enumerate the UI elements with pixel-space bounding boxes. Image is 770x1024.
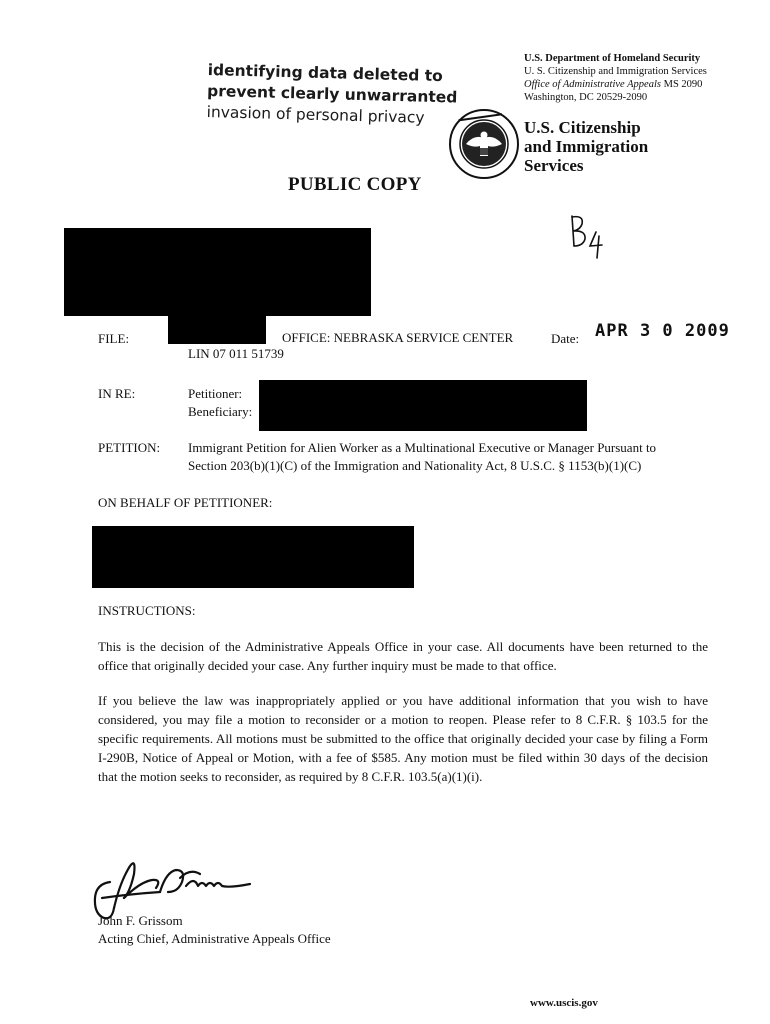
- uscis-brand: [524, 118, 648, 175]
- petition-line2: Section 203(b)(1)(C) of the Immigration and Nationality Act, 8 U.S.C. § 1153(b)(1)(C): [188, 458, 642, 473]
- instructions-para2: If you believe the law was inappropriately applied or you have additional information that you wish to have considered, you may file a motion to reconsider or a motion to reopen. Please refer to 8 C.F.R. § 103.5 for the specific requirements. All motions must be submitted to the office that originally decided your case by filing a Form I-290B, Notice of Appeal or Motion, with a fee of $585. Any motion must be filed within 30 days of the decision that the motion seeks to reconsider, as required by 8 C.F.R. 103.5(a)(1)(i).: [98, 693, 708, 784]
- privacy-stamp: [206, 60, 458, 130]
- office-address: Washington, DC 20529-2090: [524, 92, 648, 103]
- letterhead-address: [524, 52, 707, 104]
- dhs-seal-icon: [448, 108, 520, 180]
- handwritten-note: [566, 212, 606, 262]
- petition-line1: Immigrant Petition for Alien Worker as a Multinational Executive or Manager Pursuant to: [188, 440, 657, 455]
- public-copy-heading: PUBLIC COPY: [288, 174, 422, 195]
- in-re-label: IN RE:: [98, 386, 136, 401]
- uscis-brand-line2: and Immigration: [524, 137, 649, 156]
- office-name: Office of Administrative Appeals: [524, 79, 661, 90]
- uscis-brand-line3: Services: [524, 156, 584, 175]
- office-ms: MS 2090: [660, 79, 703, 90]
- footer-url[interactable]: www.uscis.gov: [530, 997, 598, 1009]
- agency-name: U. S. Citizenship and Immigration Services: [524, 66, 707, 77]
- redaction-block-file: [168, 315, 266, 344]
- beneficiary-label: Beneficiary:: [188, 404, 253, 419]
- privacy-stamp-line3: invasion of personal privacy: [206, 102, 425, 127]
- privacy-stamp-line1: identifying data deleted to: [207, 60, 443, 86]
- office-line: [524, 78, 707, 91]
- petition-label: PETITION:: [98, 440, 161, 455]
- uscis-brand-line1: U.S. Citizenship: [524, 118, 641, 137]
- office-text: OFFICE: NEBRASKA SERVICE CENTER: [282, 330, 514, 345]
- instructions-heading: INSTRUCTIONS:: [98, 603, 196, 618]
- instructions-para1: This is the decision of the Administrative Appeals Office in your case. All documents have been returned to the office that originally decided your case. Any further inquiry must be made to that office.: [98, 639, 708, 673]
- department-name: U.S. Department of Homeland Security: [524, 53, 701, 64]
- file-label: FILE:: [98, 331, 130, 346]
- redaction-block-top: [64, 228, 371, 316]
- date-label: Date:: [551, 331, 580, 346]
- on-behalf-label: ON BEHALF OF PETITIONER:: [98, 495, 273, 510]
- signer-title: Acting Chief, Administrative Appeals Office: [98, 931, 331, 946]
- redaction-block-in-re: [259, 380, 587, 431]
- date-stamp: APR 3 0 2009: [595, 321, 730, 341]
- signer-name: John F. Grissom: [98, 913, 183, 928]
- redaction-block-representative: [92, 526, 414, 588]
- receipt-number: LIN 07 011 51739: [188, 346, 284, 361]
- petitioner-label: Petitioner:: [188, 386, 243, 401]
- privacy-stamp-line2: prevent clearly unwarranted: [206, 81, 458, 107]
